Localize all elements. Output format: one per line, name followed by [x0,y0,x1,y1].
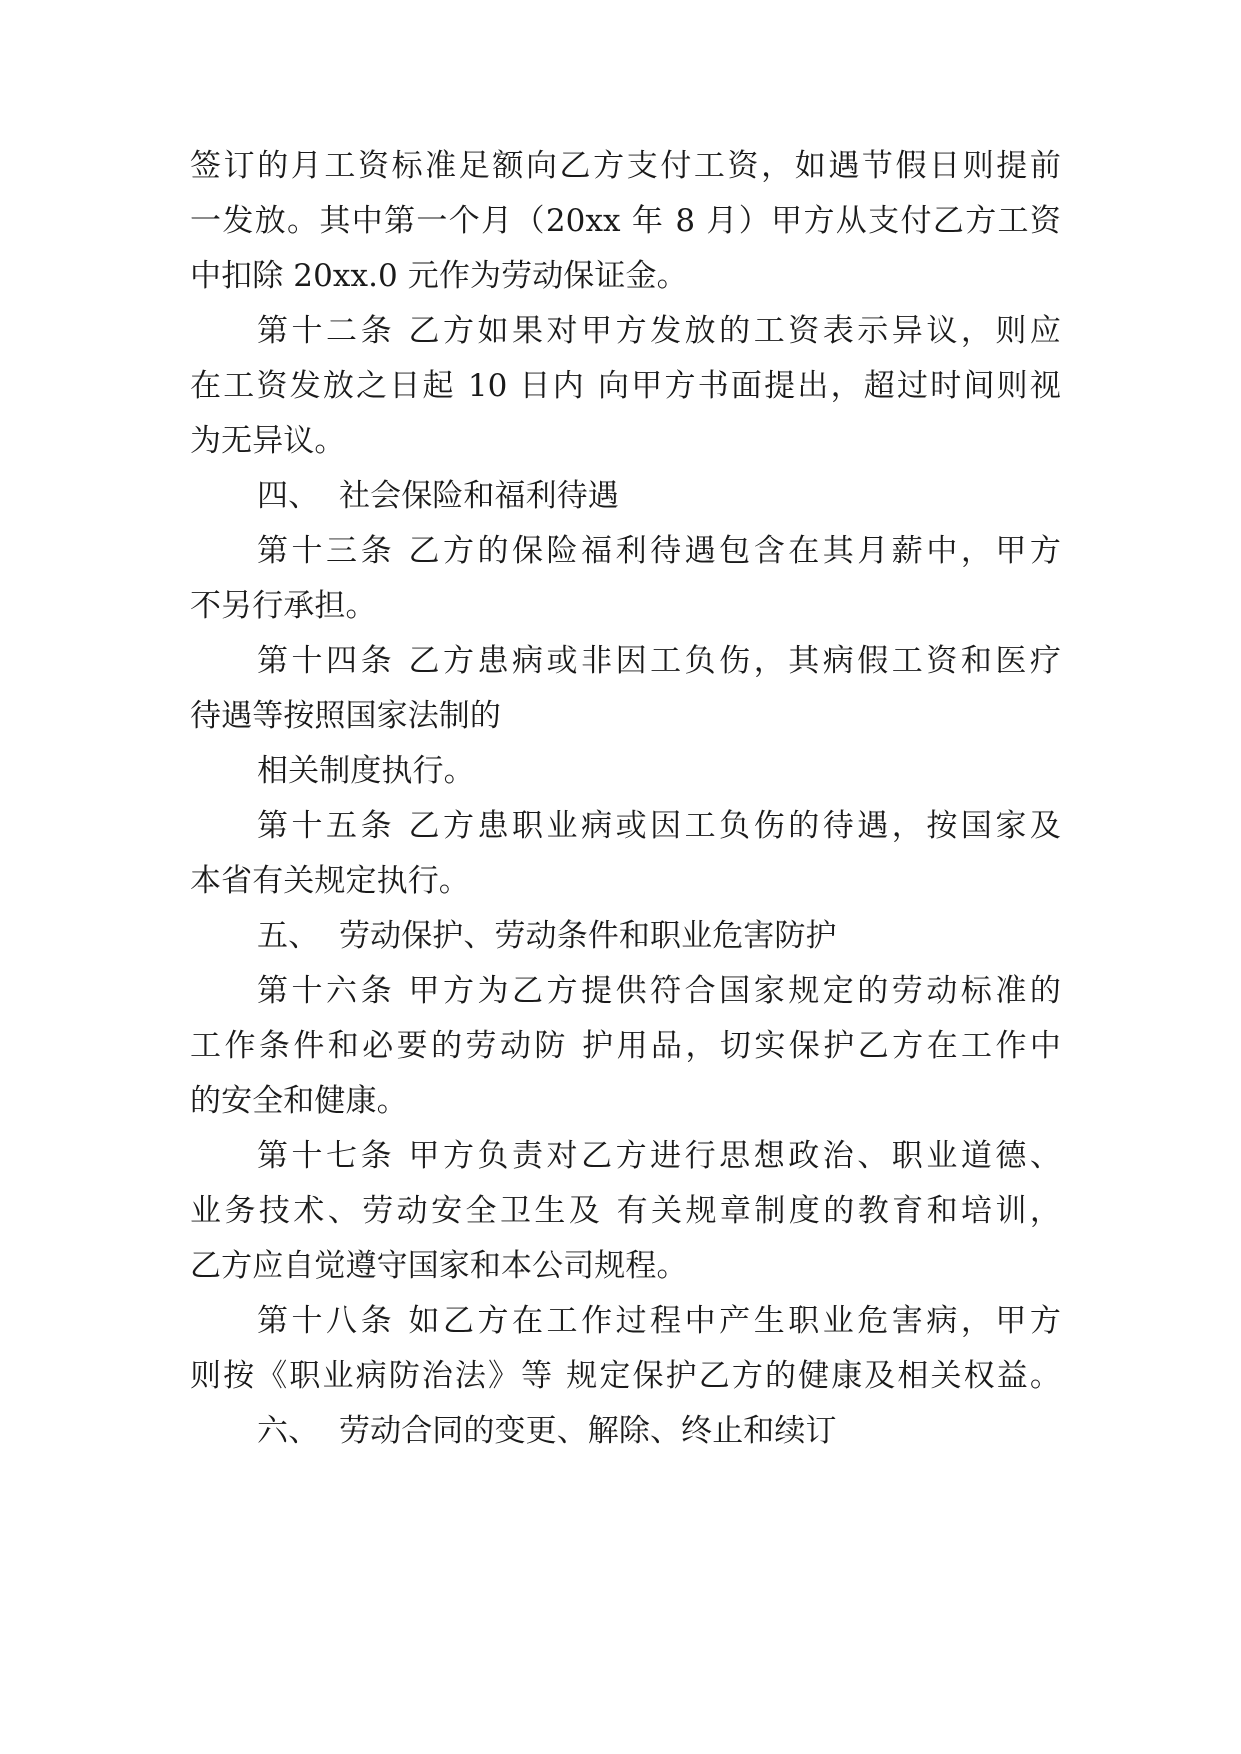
paragraph-line: 乙方应自觉遵守国家和本公司规程。 [190,1248,688,1284]
article-12-line: 第十二条 乙方如果对甲方发放的工资表示异议，则应 [257,313,1061,349]
article-16-line: 第十六条 甲方为乙方提供符合国家规定的劳动标准的 [257,973,1061,1009]
section-heading-4 [0,476,619,516]
section-title: 社会保险和福利待遇 [339,478,619,514]
section-heading-6 [0,1411,837,1451]
section-number: 四、 [257,478,320,514]
paragraph-line: 的安全和健康。 [190,1083,408,1119]
paragraph-line: 为无异议。 [190,423,346,459]
paragraph-line: 在工资发放之日起 10 日内 向甲方书面提出，超过时间则视 [190,368,1061,404]
section-number: 五、 [257,918,320,954]
article-14-line: 第十四条 乙方患病或非因工负伤，其病假工资和医疗 [257,643,1061,679]
paragraph-line: 业务技术、劳动安全卫生及 有关规章制度的教育和培训， [190,1193,1061,1229]
paragraph-line: 则按《职业病防治法》等 规定保护乙方的健康及相关权益。 [190,1358,1061,1394]
paragraph-line: 中扣除 20xx.0 元作为劳动保证金。 [190,258,688,294]
section-title: 劳动保护、劳动条件和职业危害防护 [339,918,837,954]
section-title: 劳动合同的变更、解除、终止和续订 [339,1413,837,1449]
article-13-line: 第十三条 乙方的保险福利待遇包含在其月薪中，甲方 [257,533,1061,569]
article-15-line: 第十五条 乙方患职业病或因工负伤的待遇，按国家及 [257,808,1061,844]
paragraph-line: 本省有关规定执行。 [190,863,470,899]
paragraph-line: 不另行承担。 [190,588,377,624]
section-number: 六、 [257,1413,320,1449]
paragraph-line: 相关制度执行。 [257,753,475,789]
paragraph-line: 待遇等按照国家法制的 [190,698,501,734]
paragraph-line: 工作条件和必要的劳动防 护用品，切实保护乙方在工作中 [190,1028,1061,1064]
article-18-line: 第十八条 如乙方在工作过程中产生职业危害病，甲方 [257,1303,1061,1339]
section-heading-5 [0,916,837,956]
paragraph-line: 一发放。其中第一个月（20xx 年 8 月）甲方从支付乙方工资 [190,203,1061,239]
paragraph-line: 签订的月工资标准足额向乙方支付工资，如遇节假日则提前 [190,148,1061,184]
article-17-line: 第十七条 甲方负责对乙方进行思想政治、职业道德、 [257,1138,1061,1174]
